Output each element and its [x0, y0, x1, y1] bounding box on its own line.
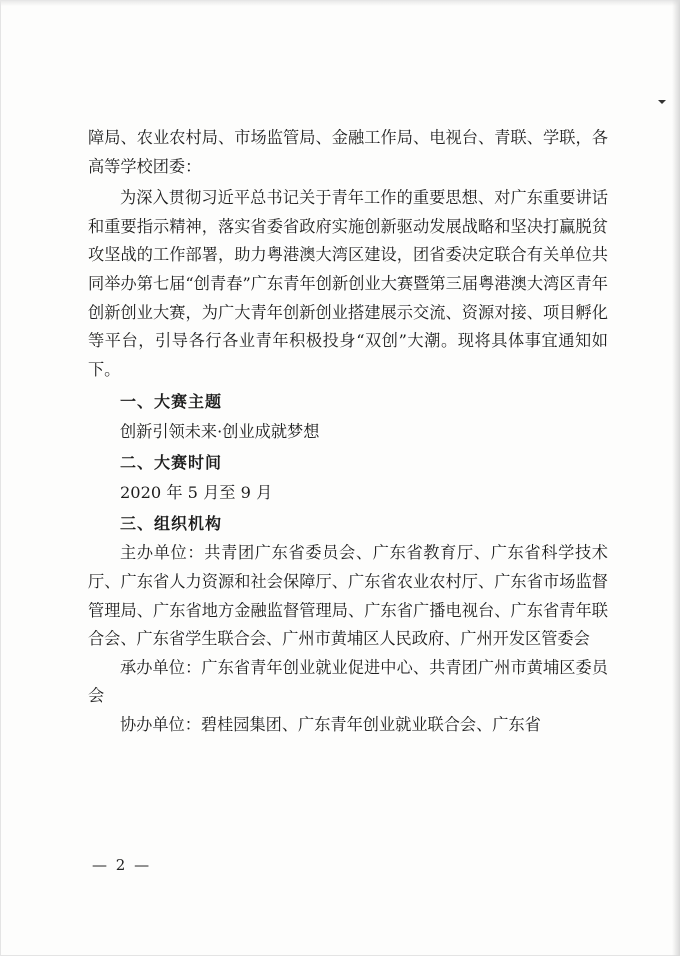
- page-number: — 2 —: [92, 856, 152, 874]
- paragraph-host: 主办单位：共青团广东省委员会、广东省教育厅、广东省科学技术厅、广东省人力资源和社会保障厅、广东省农业农村厅、广东省市场监督管理局、广东省地方金融监督管理局、广东省广播电视台、广东省青年联合会、广东省学生联合会、广州市黄埔区人民政府、广州开发区管委会: [88, 543, 608, 649]
- document-body: [88, 124, 608, 740]
- paragraph-co-organizer: 协办单位：碧桂园集团、广东青年创业就业联合会、广东省: [120, 714, 541, 734]
- heading-theme: 一、大赛主题: [120, 392, 223, 412]
- paragraph-recipients: 障局、农业农村局、市场监管局、金融工作局、电视台、青联、学联，各高等学校团委：: [88, 128, 608, 176]
- paragraph-main: 为深入贯彻习近平总书记关于青年工作的重要思想、对广东重要讲话和重要指示精神，落实省委省政府实施创新驱动发展战略和坚决打赢脱贫攻坚战的工作部署，助力粤港澳大湾区建设，团省委决定联合有关单位共同举办第七届“创青春”广东青年创新创业大赛暨第三届粤港澳大湾区青年创新创业大赛，为广大青年创新创业搭建展示交流、资源对接、项目孵化等平台，引导各行各业青年积极投身“双创”大潮。现将具体事宜通知如下。: [88, 188, 608, 379]
- paragraph-theme: 创新引领未来·创业成就梦想: [120, 422, 320, 442]
- page-edge-shadow-right: [672, 0, 680, 956]
- page-edge-shadow-top: [0, 0, 680, 6]
- heading-time: 二、大赛时间: [120, 453, 223, 473]
- paragraph-time: 2020 年 5 月至 9 月: [120, 483, 273, 503]
- scan-mark-icon: [658, 100, 666, 104]
- heading-organization: 三、组织机构: [120, 514, 223, 534]
- paragraph-organizer: 承办单位：广东省青年创业就业促进中心、共青团广州市黄埔区委员会: [88, 657, 608, 706]
